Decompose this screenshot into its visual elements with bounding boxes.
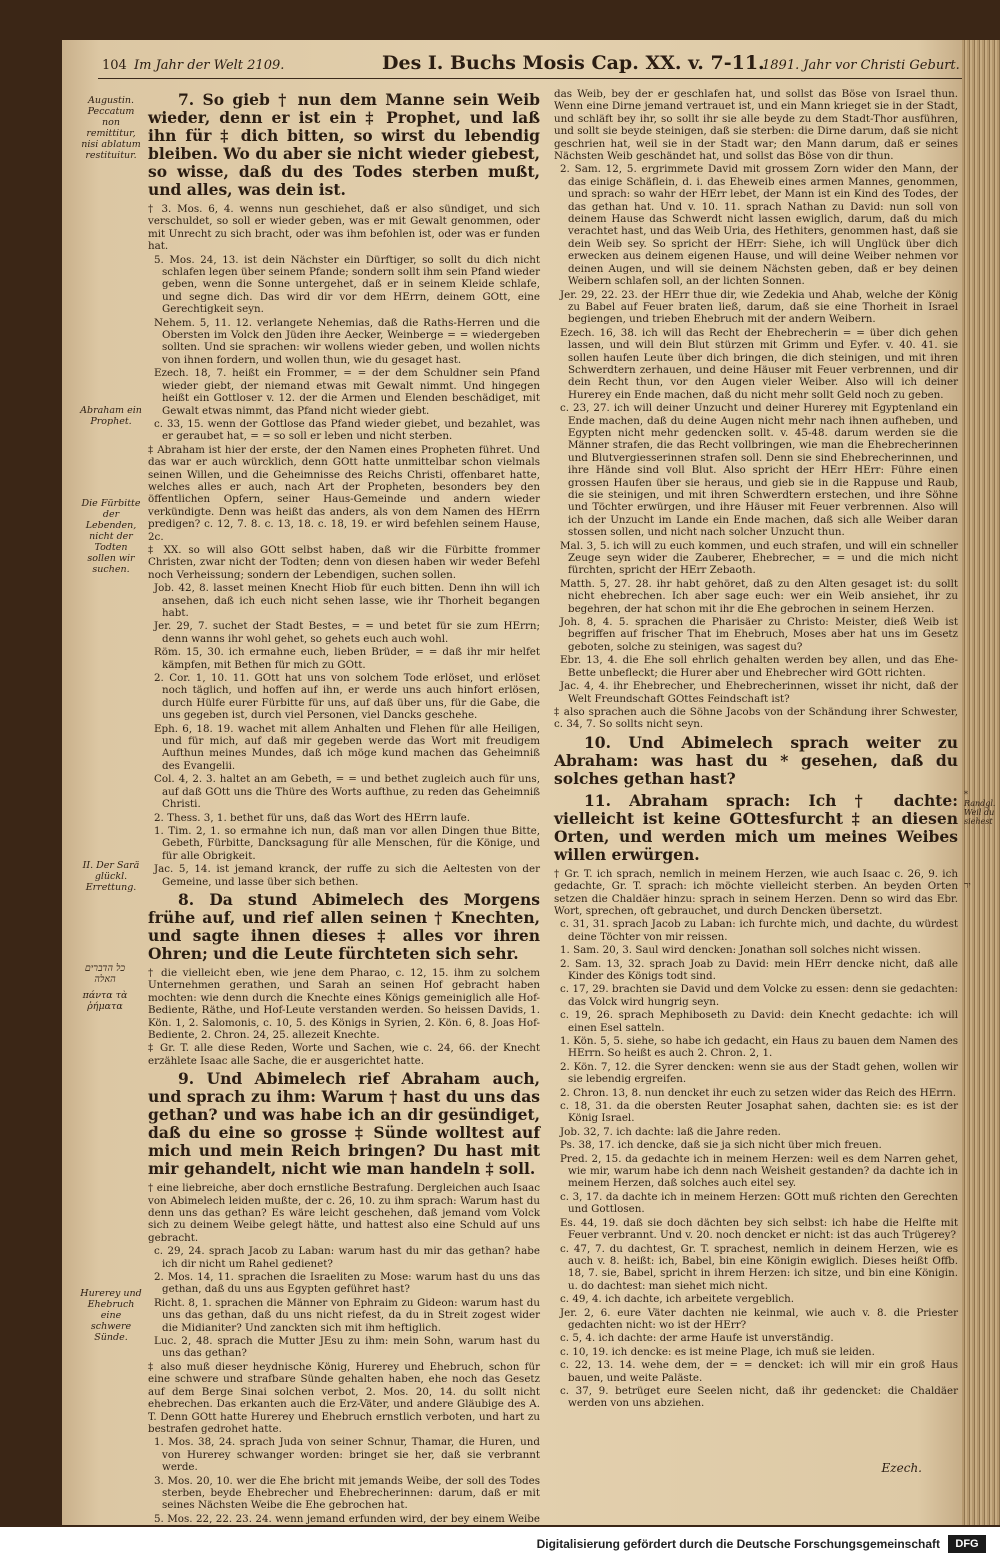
commentary-paragraph: Mal. 3, 5. ich will zu euch kommen, und euch strafen, und will ein schneller Zeuge seyn wider die Zauberer, Ehebrecher, = = und die mich nicht fürchten, spricht der HErr Zebaoth.: [560, 539, 958, 577]
commentary-paragraph: c. 18, 31. da die obersten Reuter Josaphat sahen, dachten sie: es ist der König Israel.: [560, 1100, 958, 1125]
commentary-paragraph: ‡ also muß dieser heydnische König, Hurerey und Ehebruch, schon für eine schwere und strafbare Sünde gehalten haben, ehe noch das Gesetz auf dem Berge Sinai solchen verbot, 2. Mos. 20, 14. du sollt nicht ehebrechen. Das erkanten auch die Erz-Väter, und andere Gläubige des A. T. Denn GOtt hatte Hurerey und Ehebruch ernstlich verboten, und hart zu bestrafen gedrohet hatte.: [148, 1360, 540, 1435]
left-column: [148, 88, 540, 1525]
commentary-paragraph: Richt. 8, 1. sprachen die Männer von Ephraim zu Gideon: warum hast du uns das gethan, daß du uns nicht riefest, da du in Streit zogest wider die Midianiter? Und zanckten sich mit ihm heftiglich.: [154, 1296, 540, 1334]
commentary-paragraph: 2. Chron. 13, 8. nun dencket ihr euch zu setzen wider das Reich des HErrn.: [560, 1086, 957, 1099]
page-number: 104: [102, 58, 127, 73]
commentary-paragraph: Röm. 15, 30. ich ermahne euch, lieben Brüder, = = daß ihr mir helfet kämpfen, mit Bethen für mich zu GOtt.: [154, 646, 540, 671]
running-head-year-world: Im Jahr der Welt 2109.: [134, 58, 285, 73]
commentary-paragraph: Luc. 2, 48. sprach die Mutter JEsu zu ihm: mein Sohn, warum hast du uns das gethan?: [154, 1335, 540, 1360]
commentary-paragraph: † eine liebreiche, aber doch ernstliche Bestrafung. Dergleichen auch Isaac von Abimelech leiden mußte, der c. 26, 10. zu ihm sprach: Warum hast du denn uns das gethan? Es wäre leicht geschehen, daß jemand vom Volck sich zu deinem Weibe gelegt hätte, und hattest also eine Schuld auf uns gebracht.: [148, 1182, 540, 1244]
commentary-paragraph: c. 23, 27. ich will deiner Unzucht und deiner Hurerey mit Egyptenland ein Ende machen, daß du deine Augen nicht mehr nach ihnen aufheben, und Egypten nicht mehr gedencken sollt. v. 45-48. darum werden sie die Männer strafen, die das Recht vollbringen, wie man die Ehebrecherinnen und Blutvergiesserinnen strafen soll. Denn sie sind Ehebrecherinnen, und ihre Hände sind voll Blut. Also spricht der HErr HErr: Führe einen grossen Haufen über sie heraus, und gieb sie in die Rappuse und Raub, die sie steinigen, und mit ihren Schwerdtern erstechen, und ihre Söhne und Töchter erwürgen, und ihre Häuser mit Feuer verbrennen. Also will ich der Unzucht im Lande ein Ende machen, daß sich alle Weiber daran stossen sollen, und nicht nach solcher Unzucht thun.: [560, 402, 958, 539]
commentary-paragraph: c. 31, 31. sprach Jacob zu Laban: ich furchte mich, und dachte, du würdest deine Töchter von mir reissen.: [560, 918, 958, 943]
commentary-paragraph: c. 3, 17. da dachte ich in meinem Herzen: GOtt muß richten den Gerechten und Gottlosen.: [560, 1190, 958, 1216]
catchword: Ezech.: [881, 1461, 922, 1475]
commentary-paragraph: c. 29, 24. sprach Jacob zu Laban: warum hast du mir das gethan? habe ich dir nicht um Rahel gedienet?: [154, 1245, 540, 1270]
commentary-paragraph: 5. Mos. 24, 13. ist dein Nächster ein Dürftiger, so sollt du dich nicht schlafen legen über seinem Pfande; sondern sollt ihm sein Pfand wieder geben, wenn die Sonne untergehet, daß er in seinem Kleide schlafe, und segne dich. Das wird dir vor dem HErrn, deinem GOtt, eine Gerechtigkeit seyn.: [154, 253, 540, 316]
verse-paragraph: 11. Abraham sprach: Ich † dachte: vielleicht ist keine GOttesfurcht ‡ an diesen Orten, und werden mich um meines Weibes willen erwürgen.: [554, 790, 958, 864]
commentary-paragraph: Nehem. 5, 11. 12. verlangete Nehemias, daß die Raths-Herren und die Obersten im Volck den Jüden ihre Aecker, Weinberge = = wiedergeben sollten. Und sie sprachen: wir wollens wieder geben, und wollen nichts von ihnen fordern, und wollen thun, wie du gesaget hast.: [154, 316, 540, 366]
commentary-paragraph: † Gr. T. ich sprach, nemlich in meinem Herzen, wie auch Isaac c. 26, 9. ich gedachte, Gr. T. sprach: ich möchte vielleicht sterben. An beyden Orten setzen die Chaldäer hinzu: sprach in seinem Herzen. Denn so wird das Ebr. Wort, sprechen, oft gebrauchet, und durch Dencken übersetzt.: [554, 867, 958, 917]
commentary-paragraph: c. 5, 4. ich dachte: der arme Haufe ist unverständig.: [560, 1332, 834, 1345]
commentary-paragraph: Ebr. 13, 4. die Ehe soll ehrlich gehalten werden bey allen, und das Ehe-Bette unbefleckt; die Hurer aber und Ehebrecher wird GOtt richten.: [560, 654, 958, 679]
commentary-paragraph: 2. Mos. 14, 11. sprachen die Israeliten zu Mose: warum hast du uns das gethan, daß du uns aus Egypten geführet hast?: [154, 1271, 540, 1296]
commentary-paragraph: Jac. 5, 14. ist jemand kranck, der ruffe zu sich die Aeltesten von der Gemeine, und lasse über sich bethen.: [154, 863, 540, 888]
margin-gloss-greek: πάντα τὰ ῥήματα: [82, 990, 128, 1012]
commentary-paragraph: 1. Tim. 2, 1. so ermahne ich nun, daß man vor allen Dingen thue Bitte, Gebeth, Fürbitte, Dancksagung für alle Menschen, für die Könige, und für alle Obrigkeit.: [154, 824, 540, 862]
edge-gloss: * Randgl. Weil du siehest: [964, 790, 996, 826]
margin-gloss-hebrew: כל הדברים האלה: [84, 963, 126, 985]
verse-paragraph: 8. Da stund Abimelech des Morgens frühe auf, und rief allen seinen † Knechten, und sagte ihnen dieses ‡ alles vor ihren Ohren; und die Leute fürchteten sich sehr.: [148, 889, 540, 963]
margin-gloss-prophet: Abraham ein Prophet.: [80, 405, 142, 427]
commentary-paragraph: Pred. 2, 15. da gedachte ich in meinem Herzen: weil es dem Narren gehet, wie mir, warum habe ich denn nach Weisheit gestanden? da dachte ich in meinem Herzen, daß solches auch eitel sey.: [560, 1152, 958, 1190]
commentary-paragraph: c. 10, 19. ich dencke: es ist meine Plage, ich muß sie leiden.: [560, 1345, 875, 1358]
commentary-paragraph: ‡ also sprachen auch die Söhne Jacobs von der Schändung ihrer Schwester, c. 34, 7. So sollts nicht seyn.: [554, 705, 958, 731]
commentary-paragraph: Jac. 4, 4. ihr Ehebrecher, und Ehebrecherinnen, wisset ihr nicht, daß der Welt Freundschaft GOttes Feindschaft ist?: [560, 680, 958, 705]
right-column: [554, 88, 958, 1508]
edge-gloss-hebrew: יר: [964, 881, 971, 891]
commentary-paragraph: c. 47, 7. du dachtest, Gr. T. sprachest, nemlich in deinem Herzen, wie es auch v. 8. heißt: ich, Babel, bin eine Königin ewiglich. Dieses heißt Offb. 18, 7. sie, Babel, spricht in ihrem Herzen: ich sitze, und bin eine Königin. u. do dachtest: man siehet mich nicht.: [560, 1242, 958, 1292]
commentary-paragraph: Jer. 29, 22. 23. der HErr thue dir, wie Zedekia und Ahab, welche der König zu Babel auf Feuer braten ließ, darum, daß sie eine Thorheit in Israel begiengen, und trieben Ehebruch mit der andern Weibern.: [560, 288, 958, 326]
commentary-paragraph: 2. Thess. 3, 1. bethet für uns, daß das Wort des HErrn laufe.: [154, 811, 471, 824]
commentary-paragraph: Job. 42, 8. lasset meinen Knecht Hiob für euch bitten. Denn ihn will ich ansehen, daß ich euch nicht sehen lasse, wie ihr Thorheit begangen habt.: [154, 582, 540, 619]
commentary-paragraph: 5. Mos. 22, 22. 23. 24. wenn jemand erfunden wird, der bey einem Weibe: [154, 1512, 540, 1525]
commentary-paragraph: 1. Kön. 5, 5. siehe, so habe ich gedacht, ein Haus zu bauen dem Namen des HErrn. So heißt es auch 2. Chron. 2, 1.: [560, 1035, 958, 1060]
running-head-year-christ: 1891. Jahr vor Christi Geburt.: [762, 58, 960, 73]
commentary-paragraph: c. 22, 13. 14. wehe dem, der = = dencket: ich will mir ein groß Haus bauen, und weite Paläste.: [560, 1359, 958, 1384]
running-head-title: Des I. Buchs Mosis Cap. XX. v. 7-11.: [382, 52, 765, 74]
commentary-paragraph: c. 49, 4. ich dachte, ich arbeitete vergeblich.: [560, 1293, 795, 1306]
margin-gloss-fuerbitte: Die Fürbitte der Lebenden, nicht der Todten sollen wir suchen.: [81, 498, 141, 575]
commentary-paragraph: Job. 32, 7. ich dachte: laß die Jahre reden.: [560, 1125, 781, 1138]
dfg-logo: DFG: [948, 1535, 986, 1553]
commentary-paragraph: das Weib, bey der er geschlafen hat, und sollst das Böse von Israel thun. Wenn eine Dirne jemand vertrauet ist, und ein Mann krieget sie in der Stadt, und schläft bey ihr, so sollt ihr sie alle beyde zu dem Stadt-Thor ausführen, und sollt sie beyde steinigen, daß sie sterben: die Dirne darum, daß sie nicht geschrien hat, weil sie in der Stadt war; den Mann darum, daß er seines Nächsten Weib geschändet hat, und sollst das Böse von dir thun.: [554, 88, 958, 163]
commentary-paragraph: Eph. 6, 18. 19. wachet mit allem Anhalten und Flehen für alle Heiligen, und für mich, auf daß mir gegeben werde das Wort mit freudigem Aufthun meines Mundes, daß ich möge kund machen das Geheimniß des Evangelii.: [154, 722, 540, 772]
commentary-paragraph: 1. Sam. 20, 3. Saul wird dencken: Jonathan soll solches nicht wissen.: [560, 944, 921, 957]
margin-gloss-errettung: II. Der Sarä glückl. Errettung.: [82, 860, 140, 893]
commentary-paragraph: Ps. 38, 17. ich dencke, daß sie ja sich nicht über mich freuen.: [560, 1139, 882, 1152]
commentary-paragraph: Matth. 5, 27. 28. ihr habt gehöret, daß zu den Alten gesaget ist: du sollt nicht ehebrechen. Ich aber sage euch: wer ein Weib ansiehet, ihr zu begehren, der hat schon mit ihr die Ehe gebrochen in seinem Herzen.: [560, 577, 958, 615]
footer-bar: [0, 1527, 1000, 1561]
page-edge-stack: [962, 40, 1000, 1525]
verse-paragraph: 10. Und Abimelech sprach weiter zu Abraham: was hast du * gesehen, daß du solches gethan hast?: [554, 732, 958, 788]
commentary-paragraph: c. 37, 9. betrüget eure Seelen nicht, daß ihr gedencket: die Chaldäer werden von uns abziehen.: [560, 1384, 958, 1410]
commentary-paragraph: c. 17, 29. brachten sie David und dem Volcke zu essen: denn sie gedachten: das Volck wird hungrig seyn.: [560, 983, 958, 1008]
commentary-paragraph: 2. Cor. 1, 10. 11. GOtt hat uns von solchem Tode erlöset, und erlöset noch täglich, und hoffen auf ihn, er werde uns auch hinfort erlösen, durch Hülfe eurer Fürbitte für uns, auf daß über uns, für die Gabe, die uns gegeben ist, durch viel Personen, viel Dancks geschehe.: [154, 672, 540, 722]
commentary-paragraph: 3. Mos. 20, 10. wer die Ehe bricht mit jemands Weibe, der soll des Todes sterben, beyde Ehebrecher und Ehebrecherinnen: darum, daß er mit seines Nächsten Weibe die Ehe gebrochen hat.: [154, 1474, 540, 1512]
commentary-paragraph: 1. Mos. 38, 24. sprach Juda von seiner Schnur, Thamar, die Huren, und von Hurerey schwanger worden: bringet sie her, daß sie verbrannt werde.: [154, 1436, 540, 1474]
margin-gloss-hurerey: Hurerey und Ehebruch eine schwere Sünde.: [80, 1288, 142, 1343]
commentary-paragraph: 2. Kön. 7, 12. die Syrer dencken: wenn sie aus der Stadt gehen, wollen wir sie lebendig ergreifen.: [560, 1060, 958, 1086]
commentary-paragraph: ‡ XX. so will also GOtt selbst haben, daß wir die Fürbitte frommer Christen, zwar nicht der Todten; denn von diesen haben wir weder Befehl noch Verheissung; sondern der Lebendigen, suchen sollen.: [148, 543, 540, 581]
commentary-paragraph: ‡ Gr. T. alle diese Reden, Worte und Sachen, wie c. 24, 66. der Knecht erzählete Isaac alle Sache, die er ausgerichtet hatte.: [148, 1042, 540, 1067]
commentary-paragraph: Col. 4, 2. 3. haltet an am Gebeth, = = und bethet zugleich auch für uns, auf daß GOtt uns die Thüre des Worts aufthue, zu reden das Geheimniß Christi.: [154, 773, 540, 811]
commentary-paragraph: 2. Sam. 12, 5. ergrimmete David mit grossem Zorn wider den Mann, der das einige Schäflein, d. i. das Eheweib eines armen Mannes, genommen, und sprach: so wahr der HErr lebet, der Mann ist ein Kind des Todes, der das gethan hat. Und v. 10. 11. sprach Nathan zu David: nun soll von deinem Hause das Schwerdt nicht lassen ewiglich, darum, daß du mich verachtet hast, und das Weib Uria, des Hethiters, genommen hast, daß sie dein Weib sey. So spricht der HErr: Siehe, ich will Unglück über dich erwecken aus deinem eigenen Hause, und will deine Weiber nehmen vor deinen Augen, und will sie deinem Nächsten geben, daß er bey deinen Weibern schlafen soll, an der lichten Sonnen.: [560, 163, 958, 288]
commentary-paragraph: Es. 44, 19. daß sie doch dächten bey sich selbst: ich habe die Helfte mit Feuer verbrannt. Und v. 20. noch dencket er nicht: ist das auch Trügerey?: [560, 1216, 958, 1242]
commentary-paragraph: † die vielleicht eben, wie jene dem Pharao, c. 12, 15. ihm zu solchem Unternehmen gerathen, und Sarah an seinen Hof gebracht haben mochten: wie denn durch die Knechte eines Königs gemeiniglich alle Hof-Bediente, Räthe, und Hof-Leute verstanden werden. So heissen Davids, 1. Kön. 1, 2. Salomonis, c. 10, 5. des Königs in Syrien, 2. Kön. 6, 8. Joas Hof-Bediente, 2. Chron. 24, 25. allezeit Knechte.: [148, 966, 540, 1041]
commentary-paragraph: Ezech. 16, 38. ich will das Recht der Ehebrecherin = = über dich gehen lassen, und will dein Blut stürzen mit Grimm und Eyfer. v. 40. 41. sie sollen haufen Leute über dich bringen, die dich steinigen, und mit ihren Schwerdtern zerhauen, und deine Häuser mit Feuer verbrennen, und dir dein Recht thun, vor den Augen vieler Weiber. Also will ich deiner Hurerey ein Ende machen, daß du nicht mehr sollt Geld noch zu geben.: [560, 326, 958, 401]
header-rule: [98, 78, 970, 79]
commentary-paragraph: † 3. Mos. 6, 4. wenns nun geschiehet, daß er also sündiget, und sich verschuldet, so soll er wieder geben, was er mit Gewalt genommen, oder mit Unrecht zu sich bracht, oder was ihm befohlen ist, oder was er funden hat.: [148, 203, 540, 253]
commentary-paragraph: c. 33, 15. wenn der Gottlose das Pfand wieder giebet, und bezahlet, was er geraubet hat, = = so soll er leben und nicht sterben.: [154, 417, 540, 443]
verse-paragraph: 9. Und Abimelech rief Abraham auch, und sprach zu ihm: Warum † hast du uns das gethan? und was habe ich an dir gesündiget, daß du eine so grosse ‡ Sünde wolltest auf mich und mein Reich bringen? Du hast mit mir gehandelt, nicht wie man handeln ‡ soll.: [148, 1069, 540, 1179]
commentary-paragraph: Jer. 29, 7. suchet der Stadt Bestes, = = und betet für sie zum HErrn; denn wanns ihr wohl gehet, so gehets euch auch wohl.: [154, 620, 540, 645]
book-page: [62, 40, 992, 1525]
commentary-paragraph: Jer. 2, 6. eure Väter dachten nie keinmal, wie auch v. 8. die Priester gedachten nicht: wo ist der HErr?: [560, 1306, 958, 1331]
commentary-paragraph: Ezech. 18, 7. heißt ein Frommer, = = der dem Schuldner sein Pfand wieder giebt, der niemand etwas mit Gewalt nimmt. Und hingegen heißt ein Gottloser v. 12. der die Armen und Elenden beschädiget, mit Gewalt etwas nimmt, das Pfand nicht wieder giebt.: [154, 367, 540, 417]
commentary-paragraph: c. 19, 26. sprach Mephiboseth zu David: dein Knecht gedachte: ich will einen Esel satteln.: [560, 1009, 958, 1034]
margin-gloss-augustin: Augustin. Peccatum non remittitur, nisi ablatum restituitur.: [81, 95, 141, 161]
commentary-paragraph: Joh. 8, 4. 5. sprachen die Pharisäer zu Christo: Meister, dieß Weib ist begriffen auf frischer That im Ehebruch, Moses aber hat uns im Gesetz geboten, solche zu steinigen, was sagest du?: [560, 616, 958, 653]
verse-paragraph: 7. So gieb † nun dem Manne sein Weib wieder, denn er ist ein ‡ Prophet, und laß ihn für ‡ dich bitten, so wirst du lebendig bleiben. Wo du aber sie nicht wieder giebest, so wisse, daß du des Todes sterben mußt, und alles, was dein ist.: [148, 90, 540, 199]
footer-credit: Digitalisierung gefördert durch die Deutsche Forschungsgemeinschaft: [536, 1537, 940, 1551]
commentary-paragraph: 2. Sam. 13, 32. sprach Joab zu David: mein HErr dencke nicht, daß alle Kinder des Königs todt sind.: [560, 957, 958, 982]
commentary-paragraph: ‡ Abraham ist hier der erste, der den Namen eines Propheten führet. Und das war er auch würcklich, denn GOtt hatte unmittelbar schon vielmals seinen Willen, und die Geheimnisse des Reichs Christi, offenbaret hatte, welches alles er auch, nach Art der Propheten, besonders bey den öffentlichen Opfern, seiner Haus-Gemeinde und andern wieder verkündigte. Denn was heißt das anders, als von dem Namen des HErrn predigen? c. 12, 7. 8. c. 13, 18. c. 18, 19. er wird befehlen seinem Hause, 2c.: [148, 443, 540, 543]
